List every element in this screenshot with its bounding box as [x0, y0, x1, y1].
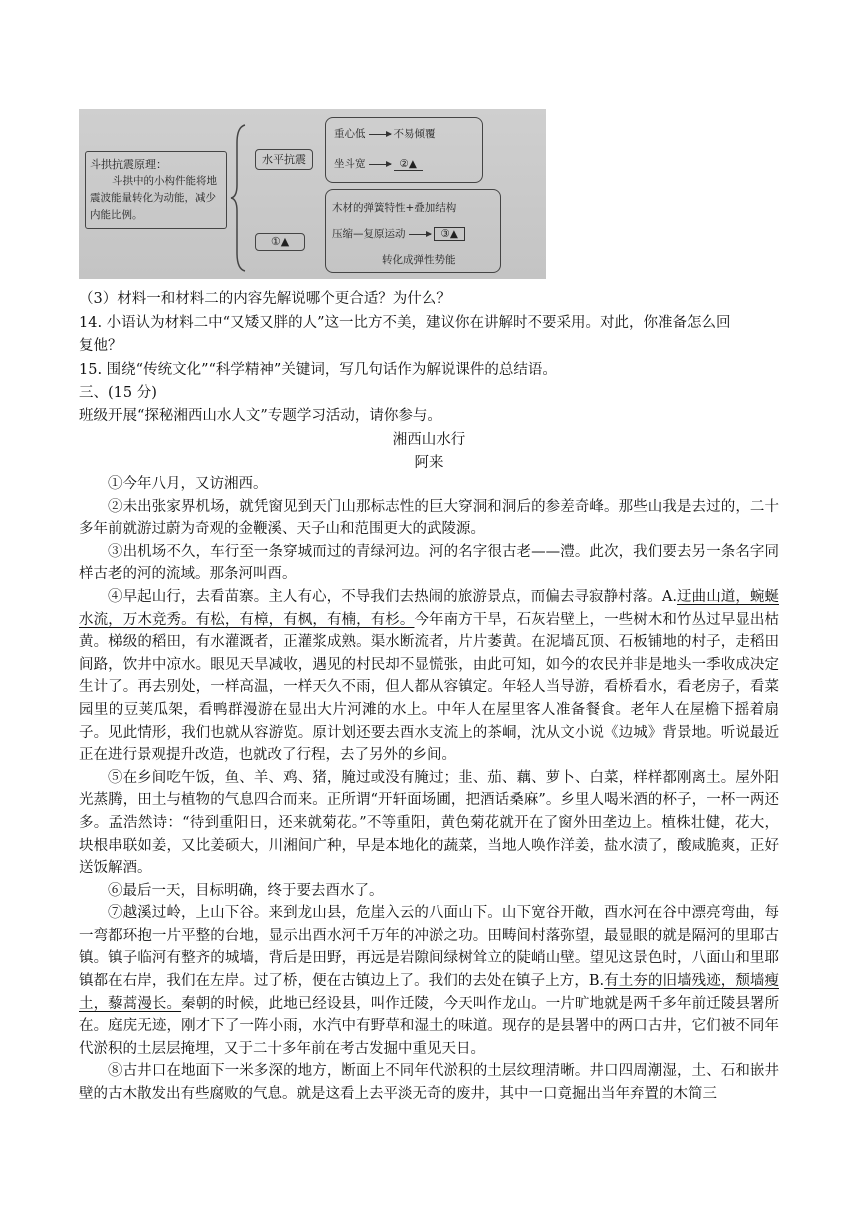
article-title: 湘西山水行 — [392, 432, 466, 448]
dougong-diagram — [79, 109, 546, 279]
question-14-line1: 14. 小语认为材料二中“又矮又胖的人”这一比方不美，建议你在讲解时不要采用。对此，你准备怎么回 — [79, 315, 731, 331]
section-heading: 三、(15 分) — [79, 385, 157, 401]
sub2-row2 — [332, 226, 465, 241]
compress-label: 压缩—复原运动 — [332, 228, 406, 240]
paragraph-1: ①今年八月，又访湘西。 — [108, 476, 268, 492]
paragraph-7-rest: 秦朝的时候，此地已经设县，叫作迁陵，今天叫作龙山。一片旷地就是两千多年前迁陵县署所在。庭庑无迹，刚才下了一阵小雨，水汽中有野草和湿土的味道。现存的是县署中的两口古井，它们被不同年代淤积的土层层掩埋，又于二十多年前在考古发掘中重见天日。 — [79, 995, 780, 1057]
paragraph-3: ③出机场不久，车行至一条穿城而过的青绿河边。河的名字很古老——澧。此次，我们要去另一条名字同样古老的河的流域。那条河叫酉。 — [79, 543, 779, 583]
sub2-row1 — [332, 200, 456, 215]
article-author: 阿来 — [414, 455, 444, 471]
principle-title: 斗拱抗震原理： — [90, 158, 167, 171]
arrow-right-icon — [409, 234, 431, 235]
elastic-energy-label: 转化成弹性势能 — [382, 254, 456, 266]
blank-2: ②▲ — [394, 158, 424, 171]
paragraph-7-start: ⑦越溪过岭，上山下谷。来到龙山县，危崖入云的八面山下。山下宽谷开敞，酉水河在谷中漂亮弯曲，每一弯都环抱一片平整的台地，显示出酉水河千万年的冲淤之功。田畴间村落弥望，最显眼的就是隔河的里耶古镇。镇子临河有整齐的城墙，背后是田野，再远是岩隙间绿树耸立的陡峭山壁。望见这景色时，八面山和里耶镇都在右岸，我们在左岸。过了桥，便在古镇边上了。我们的去处在镇子上方，B. — [79, 905, 779, 990]
underlined-sentence-a: 迂曲山道，蜿蜒水流，万木竞秀。有松，有樟，有枫，有楠，有杉。 — [79, 588, 780, 628]
paragraph-6: ⑥最后一天，目标明确，终于要去酉水了。 — [108, 882, 384, 899]
blank-3: ③▲ — [434, 227, 466, 241]
not-topple-label: 不易倾覆 — [393, 128, 436, 140]
sub1-row2 — [334, 156, 423, 171]
question-14-line2: 复他？ — [79, 338, 123, 354]
section-intro: 班级开展“探秘湘西山水人文”专题学习活动，请你参与。 — [79, 408, 442, 424]
underlined-sentence-b: 有土夯的旧墙残迹，颓墙瘦土，藜蒿漫长。 — [79, 973, 779, 1012]
arrow-right-icon — [369, 164, 391, 165]
low-center-box — [325, 117, 483, 183]
paragraph-4-start: ④早起山行，去看苗寨。主人有心，不导我们去热闹的旅游景点，而偏去寻寂静村落。A. — [108, 588, 677, 605]
low-gravity-label: 重心低 — [334, 128, 366, 140]
blank-1-box: ①▲ — [255, 233, 305, 251]
principle-text: 斗拱中的小构件能将地震波能量转化为动能，减少内能比例。 — [90, 175, 217, 221]
paragraph-5: ⑤在乡间吃午饭，鱼、羊、鸡、猪，腌过或没有腌过；韭、茄、藕、萝卜、白菜，样样都刚离土。屋外阳光蒸腾，田土与植物的气息四合而来。正所谓“开轩面场圃，把酒话桑麻”。乡里人喝米酒的杯子，一杯一两还多。孟浩然诗：“待到重阳日，还来就菊花。”不等重阳，黄色菊花就开在了窗外田垄边上。植株壮健，花大，块根串联如姜，又比姜硕大，川湘间广种，早是本地化的蔬菜，当地人唤作洋姜，盐水渍了，酸咸脆爽，正好送饭解酒。 — [79, 769, 779, 877]
question-15: 15. 围绕“传统文化”“科学精神”关键词，写几句话作为解说课件的总结语。 — [79, 362, 557, 378]
brace-icon — [229, 123, 247, 273]
paragraph-4 — [79, 586, 779, 767]
paragraph-4-rest: 今年南方干旱，石灰岩壁上，一些树木和竹丛过早显出枯黄。梯级的稻田，有水灌溉者，正灌浆成熟。渠水断流者，片片萎黄。在泥墙瓦顶、石板铺地的村子，走稻田间路，饮井中凉水。眼见天旱减收，遇见的村民却不显慌张，由此可知，如今的农民并非是地头一季收成决定生计了。再去别处，一样高温，一样天久不雨，但人都从容镇定。年轻人当导游，看桥看水，看老房子，看菜园里的豆荚瓜架，看鸭群漫游在显出大片河滩的水上。中年人在屋里客人准备餐食。老年人在屋檐下摇着扇子。见此情形，我们也就从容游览。原计划还要去酉水支流上的茶峒，沈从文小说《边城》背景地。听说最近正在进行景观提升改造，也就改了行程，去了另外的乡间。 — [79, 611, 780, 764]
paragraph-7 — [79, 902, 779, 1060]
elastic-box — [325, 189, 501, 273]
sub2-row3 — [382, 252, 456, 267]
arrow-right-icon — [369, 134, 391, 135]
horizontal-seismic-box: 水平抗震 — [255, 149, 313, 170]
question-13-3: （3）材料一和材料二的内容先解说哪个更合适？为什么？ — [79, 291, 451, 307]
wood-spring-label: 木材的弹簧特性+叠加结构 — [332, 202, 457, 214]
paragraph-8: ⑧古井口在地面下一米多深的地方，断面上不同年代淤积的土层纹理清晰。井口四周潮湿，土、石和嵌井壁的古木散发出有些腐败的气息。就是这看上去平淡无奇的废井，其中一口竟掘出当年弃置的木简三 — [79, 1063, 779, 1103]
principle-box — [85, 151, 227, 229]
article-body — [79, 473, 779, 1106]
wide-base-label: 坐斗宽 — [334, 158, 366, 170]
paragraph-2: ②未出张家界机场，就凭窗见到天门山那标志性的巨大穿洞和洞后的参差奇峰。那些山我是去过的，二十多年前就游过蔚为奇观的金鞭溪、天子山和范围更大的武陵源。 — [79, 498, 779, 538]
sub1-row1 — [334, 126, 436, 141]
